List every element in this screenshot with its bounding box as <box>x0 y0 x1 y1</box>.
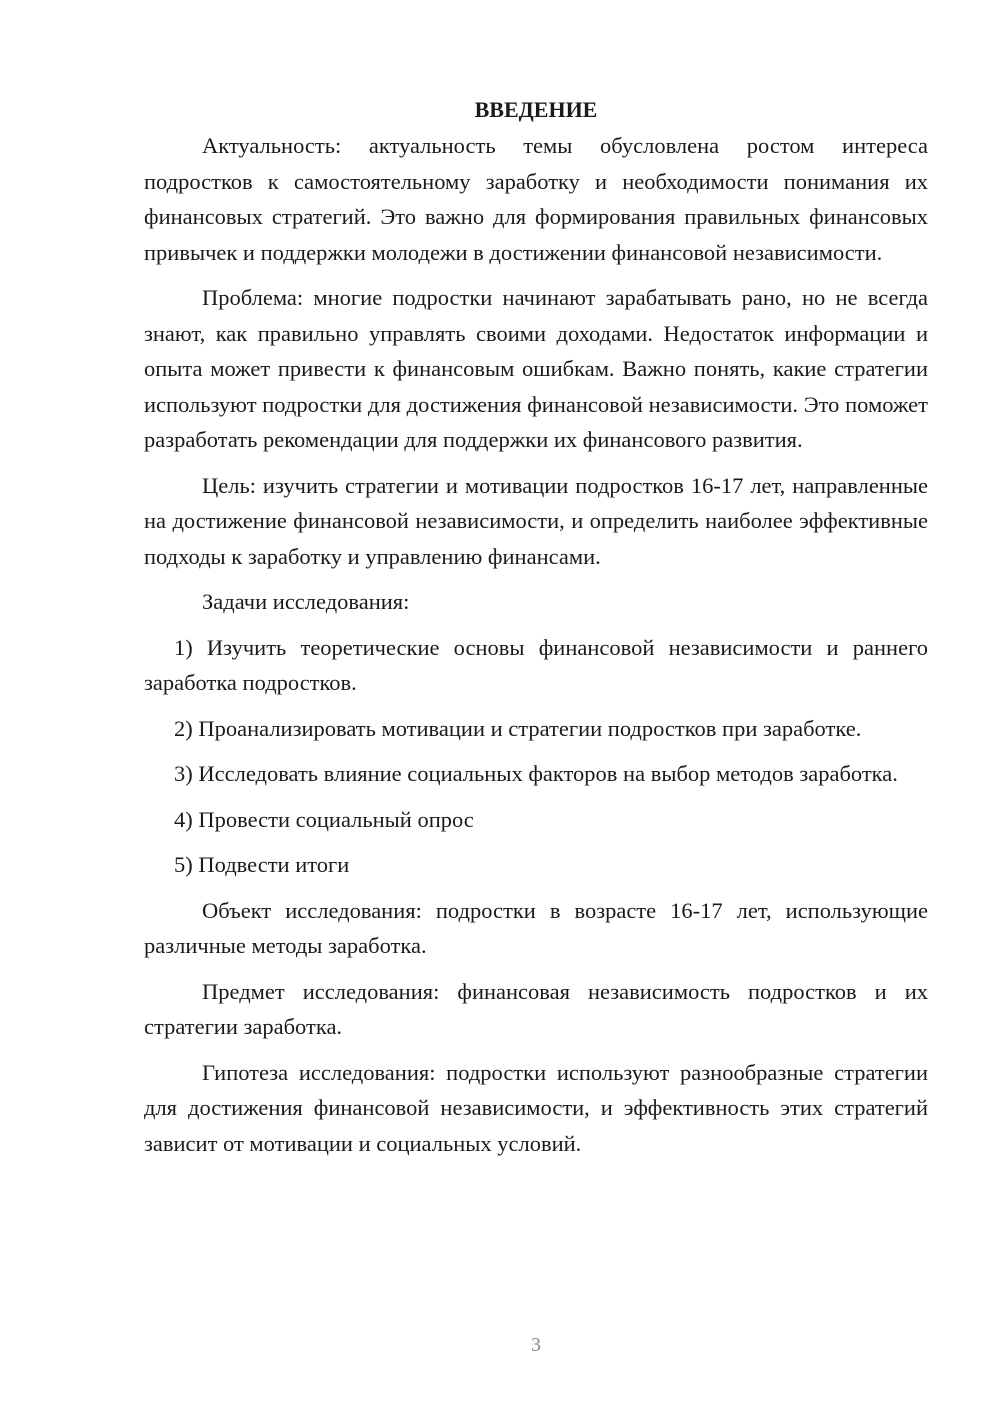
paragraph-subject: Предмет исследования: финансовая независимость подростков и их стратегии заработка. <box>144 978 928 1039</box>
paragraph-problem: Проблема: многие подростки начинают зарабатывать рано, но не всегда знают, как правильно управлять своими доходами. Недостаток информации и опыта может привести к финансовым ошибкам. Важно понять, какие стратегии используют подростки для достижения финансовой независимости. Это поможет разработать рекомендации для поддержки их финансового развития. <box>144 285 928 452</box>
paragraph-goal: Цель: изучить стратегии и мотивации подростков 16-17 лет, направленные на достижение финансовой независимости, и определить наиболее эффективные подходы к заработку и управлению финансами. <box>144 472 928 569</box>
document-page <box>144 92 928 1161</box>
page-number: 3 <box>531 1334 541 1356</box>
task-item-4: 4) Провести социальный опрос <box>174 806 474 832</box>
task-item-1: 1) Изучить теоретические основы финансовой независимости и раннего заработка подростков. <box>144 634 928 695</box>
section-heading: ВВЕДЕНИЕ <box>474 97 598 122</box>
task-item-2: 2) Проанализировать мотивации и стратегии подростков при заработке. <box>174 715 862 741</box>
task-item-5: 5) Подвести итоги <box>174 852 350 877</box>
paragraph-hypothesis: Гипотеза исследования: подростки используют разнообразные стратегии для достижения финансовой независимости, и эффективность этих стратегий зависит от мотивации и социальных условий. <box>144 1059 928 1156</box>
task-item-3: 3) Исследовать влияние социальных факторов на выбор методов заработка. <box>174 761 898 786</box>
paragraph-relevance: Актуальность: актуальность темы обусловлена ростом интереса подростков к самостоятельному заработку и необходимости понимания их финансовых стратегий. Это важно для формирования правильных финансовых привычек и поддержки молодежи в достижении финансовой независимости. <box>144 133 928 265</box>
tasks-heading: Задачи исследования: <box>202 589 410 614</box>
paragraph-object: Объект исследования: подростки в возрасте 16-17 лет, использующие различные методы заработка. <box>144 897 928 958</box>
